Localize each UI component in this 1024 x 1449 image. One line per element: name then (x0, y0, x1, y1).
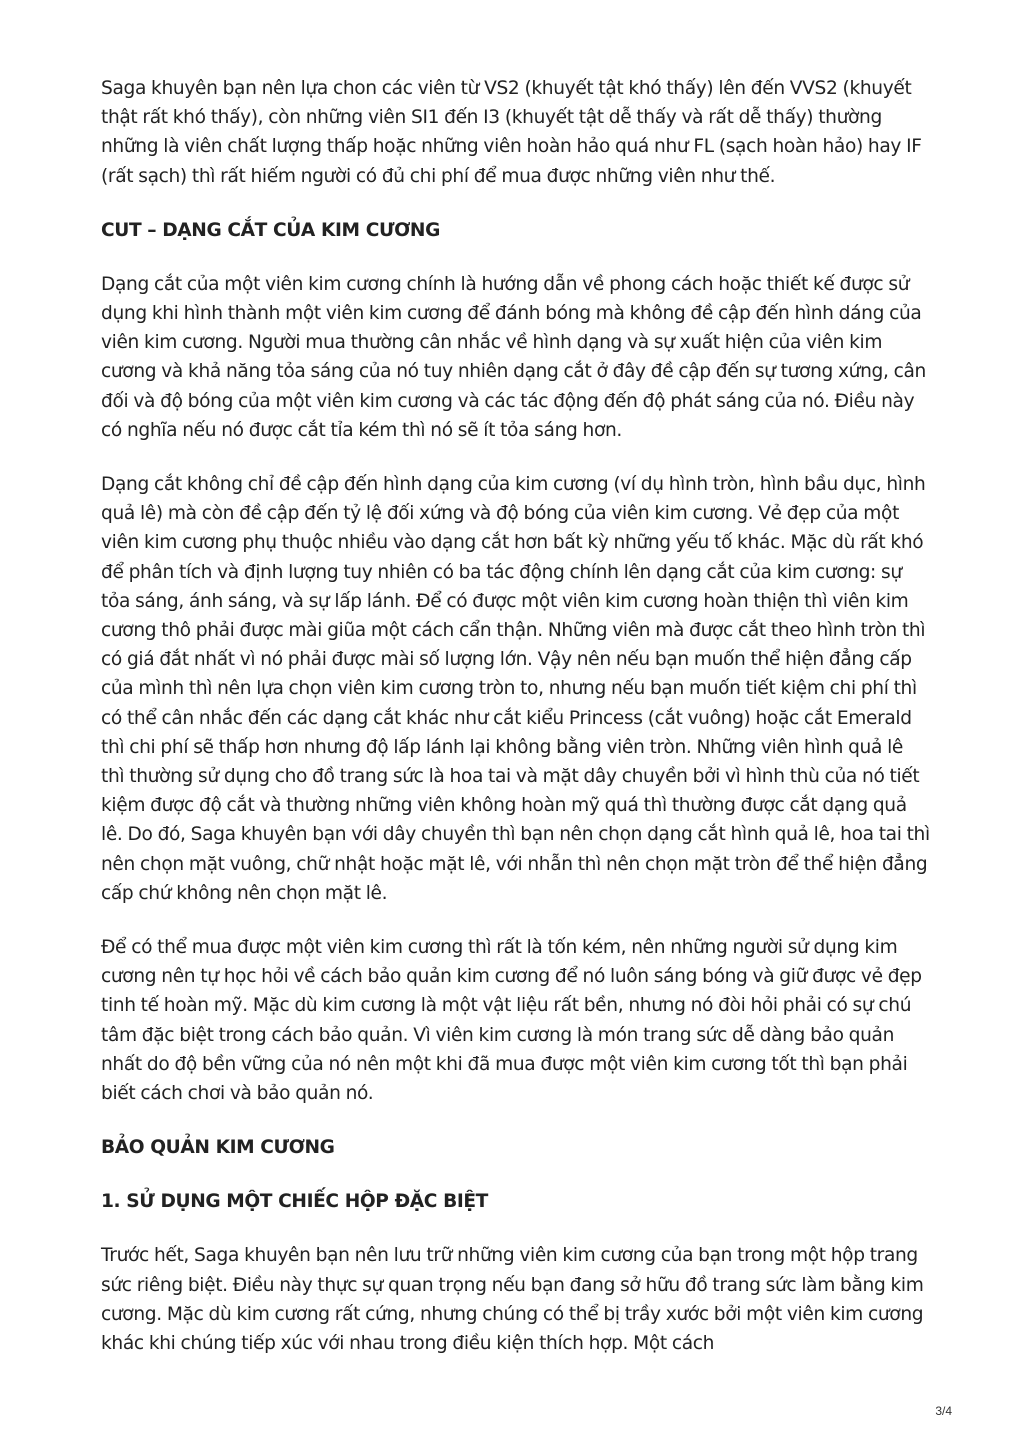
document-body (101, 74, 931, 1383)
heading-special-box: 1. SỬ DỤNG MỘT CHIẾC HỘP ĐẶC BIỆT (101, 1191, 488, 1213)
paragraph-cut-definition: Dạng cắt của một viên kim cương chính là hướng dẫn về phong cách hoặc thiết kế được sử dụng khi hình thành một viên kim cương để đánh bóng mà không đề cập đến hình dáng của viên kim cương. Người mua thường cân nhắc về hình dạng và sự xuất hiện của viên kim cương và khả năng tỏa sáng của nó tuy nhiên dạng cắt ở đây đề cập đến sự tương xứng, cân đối và độ bóng của một viên kim cương và các tác động đến độ phát sáng của nó. Điều này có nghĩa nếu nó được cắt tỉa kém thì nó sẽ ít tỏa sáng hơn. (101, 273, 926, 441)
paragraph-care-intro: Để có thể mua được một viên kim cương thì rất là tốn kém, nên những người sử dụng kim cương nên tự học hỏi về cách bảo quản kim cương để nó luôn sáng bóng và giữ được vẻ đẹp tinh tế hoàn mỹ. Mặc dù kim cương là một vật liệu rất bền, nhưng nó đòi hỏi phải có sự chú tâm đặc biệt trong cách bảo quản. Vì viên kim cương là món trang sức dễ dàng bảo quản nhất do độ bền vững của nó nên một khi đã mua được một viên kim cương tốt thì bạn phải biết cách chơi và bảo quản nó. (101, 937, 922, 1105)
paragraph-clarity-advice: Saga khuyên bạn nên lựa chon các viên từ VS2 (khuyết tật khó thấy) lên đến VVS2 (khuyết thật rất khó thấy), còn những viên SI1 đến I3 (khuyết tật dễ thấy và rất dễ thấy) thường những là viên chất lượng thấp hoặc những viên hoàn hảo quá như FL (sạch hoàn hảo) hay IF (rất sạch) thì rất hiếm người có đủ chi phí để mua được những viên như thế. (101, 78, 922, 187)
paragraph-cut-shapes: Dạng cắt không chỉ đề cập đến hình dạng của kim cương (ví dụ hình tròn, hình bầu dục, hình quả lê) mà còn đề cập đến tỷ lệ đối xứng và độ bóng của viên kim cương. Vẻ đẹp của một viên kim cương phụ thuộc nhiều vào dạng cắt hơn bất kỳ những yếu tố khác. Mặc dù rất khó để phân tích và định lượng tuy nhiên có ba tác động chính lên dạng cắt của kim cương: sự tỏa sáng, ánh sáng, và sự lấp lánh. Để có được một viên kim cương hoàn thiện thì viên kim cương thô phải được mài giũa một cách cẩn thận. Những viên mà được cắt theo hình tròn thì có giá đắt nhất vì nó phải được mài số lượng lớn. Vậy nên nếu bạn muốn thể hiện đẳng cấp của mình thì nên lựa chọn viên kim cương tròn to, nhưng nếu bạn muốn tiết kiệm chi phí thì có thể cân nhắc đến các dạng cắt khác như cắt kiểu Princess (cắt vuông) hoặc cắt Emerald thì chi phí sẽ thấp hơn nhưng độ lấp lánh lại không bằng viên tròn. Những viên hình quả lê thì thường sử dụng cho đồ trang sức là hoa tai và mặt dây chuyền bởi vì hình thù của nó tiết kiệm được độ cắt và thường những viên không hoàn mỹ quá thì thường được cắt dạng quả lê. Do đó, Saga khuyên bạn với dây chuyền thì bạn nên chọn dạng cắt hình quả lê, hoa tai thì nên chọn mặt vuông, chữ nhật hoặc mặt lê, với nhẫn thì nên chọn mặt tròn để thể hiện đẳng cấp chứ không nên chọn mặt lê. (101, 474, 930, 904)
paragraph-special-box: Trước hết, Saga khuyên bạn nên lưu trữ những viên kim cương của bạn trong một hộp trang sức riêng biệt. Điều này thực sự quan trọng nếu bạn đang sở hữu đồ trang sức làm bằng kim cương. Mặc dù kim cương rất cứng, nhưng chúng có thể bị trầy xước bởi một viên kim cương khác khi chúng tiếp xúc với nhau trong điều kiện thích hợp. Một cách (101, 1245, 924, 1354)
page-number: 3/4 (935, 1404, 952, 1418)
heading-cut: CUT – DẠNG CẮT CỦA KIM CƯƠNG (101, 219, 440, 241)
heading-care: BẢO QUẢN KIM CƯƠNG (101, 1137, 335, 1159)
